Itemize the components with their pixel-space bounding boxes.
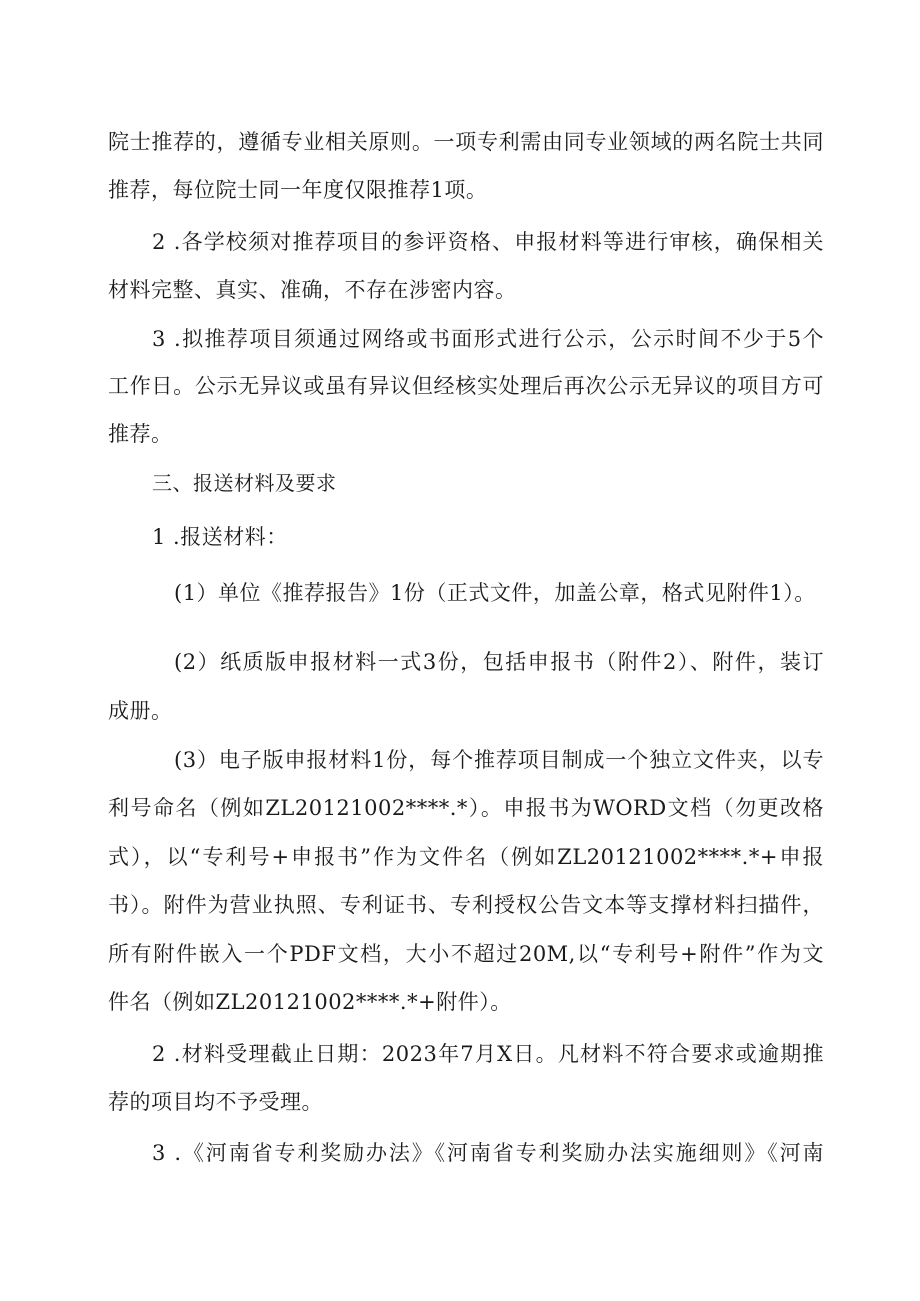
list-item-line: 式），以“专利号+申报书”作为文件名（例如ZL20121002****.*+申报 <box>108 845 824 869</box>
list-item-line: 件名（例如ZL20121002****.*+附件）。 <box>108 990 512 1014</box>
paragraph-line: 材料完整、真实、准确，不存在涉密内容。 <box>108 278 517 302</box>
paragraph-line: 3 .《河南省专利奖励办法》《河南省专利奖励办法实施细则》《河南 <box>152 1141 824 1165</box>
list-item-line: (3）电子版申报材料1份，每个推荐项目制成一个独立文件夹，以专 <box>174 748 824 772</box>
paragraph-line: 院士推荐的，遵循专业相关原则。一项专利需由同专业领域的两名院士共同 <box>108 130 824 154</box>
list-item-line: 书）。附件为营业执照、专利证书、专利授权公告文本等支撑材料扫描件， <box>108 893 824 917</box>
subsection-title: 1 .报送材料： <box>152 525 288 549</box>
paragraph-line: 工作日。公示无异议或虽有异议但经核实处理后再次公示无异议的项目方可 <box>108 374 824 398</box>
paragraph-line: 2 .材料受理截止日期：2023年7月X日。凡材料不符合要求或逾期推 <box>152 1042 824 1066</box>
section-heading: 三、报送材料及要求 <box>152 471 337 495</box>
paragraph-line: 推荐，每位院士同一年度仅限推荐1项。 <box>108 178 488 202</box>
paragraph-line: 荐的项目均不予受理。 <box>108 1090 323 1114</box>
list-item-line: (2）纸质版申报材料一式3份，包括申报书（附件2）、附件，装订 <box>174 650 824 674</box>
list-item-line: 成册。 <box>108 699 173 723</box>
list-item-line: 利号命名（例如ZL20121002****.*）。申报书为WORD文档（勿更改格 <box>108 796 824 820</box>
list-item: (1）单位《推荐报告》1份（正式文件，加盖公章，格式见附件1）。 <box>174 581 816 605</box>
list-item-line: 所有附件嵌入一个PDF文档，大小不超过20M,以“专利号+附件”作为文 <box>108 942 824 966</box>
paragraph-line: 2 .各学校须对推荐项目的参评资格、申报材料等进行审核，确保相关 <box>152 230 824 254</box>
paragraph-line: 推荐。 <box>108 422 173 446</box>
paragraph-line: 3 .拟推荐项目须通过网络或书面形式进行公示，公示时间不少于5个 <box>152 327 824 351</box>
